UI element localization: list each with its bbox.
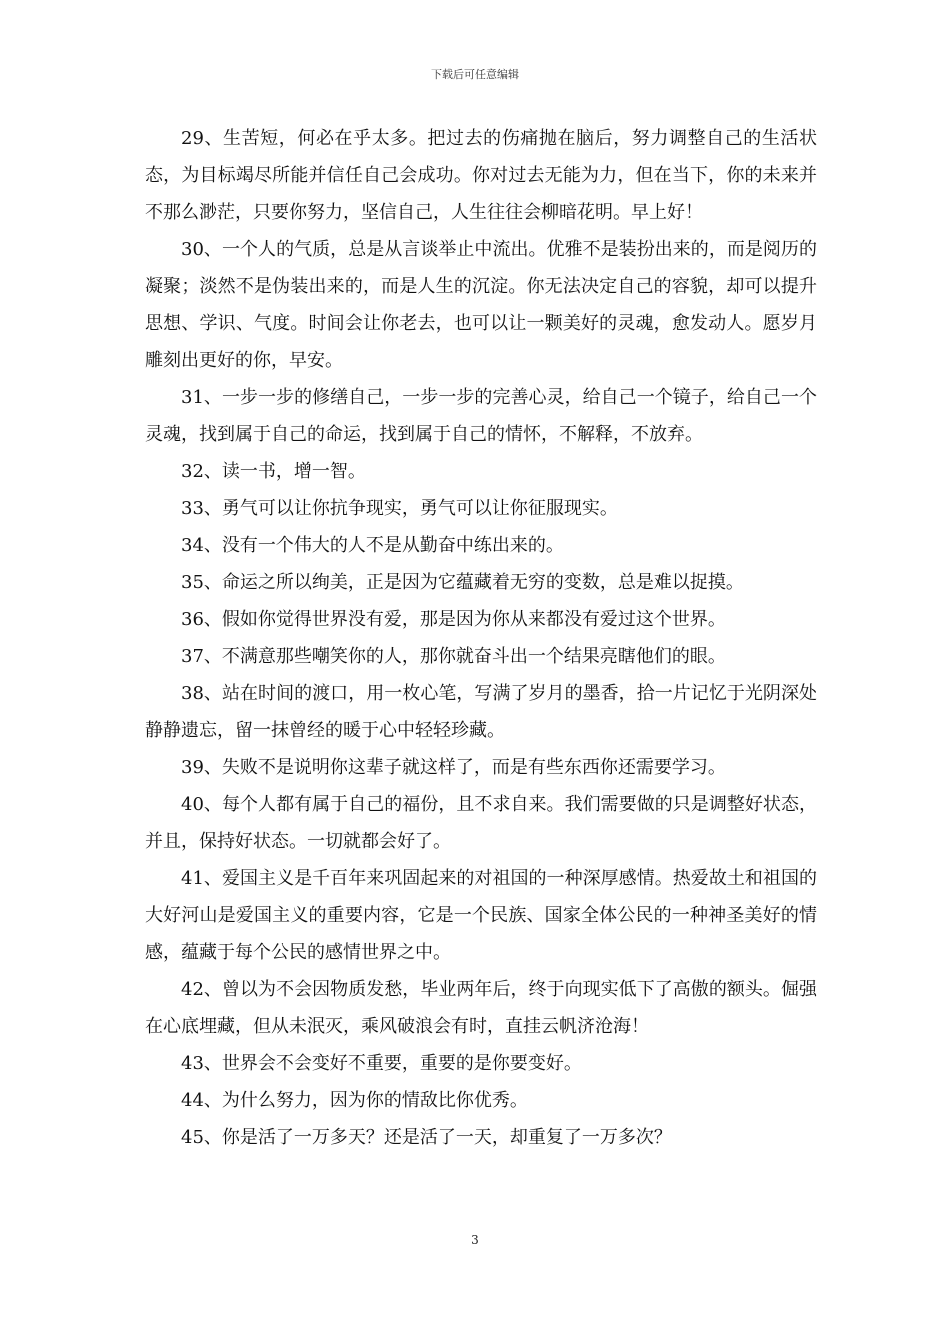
- paragraph-42: 42、曾以为不会因物质发愁，毕业两年后，终于向现实低下了高傲的额头。倔强在心底埋藏，但从未泯灭，乘风破浪会有时，直挂云帆济沧海！: [145, 979, 817, 1037]
- page-number: 3: [471, 1233, 479, 1247]
- paragraph-44: 44、为什么努力，因为你的情敌比你优秀。: [181, 1090, 528, 1111]
- document-body: [145, 120, 817, 1156]
- paragraph-36: 36、假如你觉得世界没有爱，那是因为你从来都没有爱过这个世界。: [181, 609, 726, 630]
- paragraph-35: 35、命运之所以绚美，正是因为它蕴藏着无穷的变数，总是难以捉摸。: [181, 572, 744, 593]
- paragraph-31: 31、一步一步的修缮自己，一步一步的完善心灵，给自己一个镜子，给自己一个灵魂，找到属于自己的命运，找到属于自己的情怀，不解释，不放弃。: [145, 387, 817, 445]
- paragraph-40: 40、每个人都有属于自己的福份，且不求自来。我们需要做的只是调整好状态，并且，保持好状态。一切就都会好了。: [145, 794, 817, 852]
- paragraph-41: 41、爱国主义是千百年来巩固起来的对祖国的一种深厚感情。热爱故土和祖国的大好河山是爱国主义的重要内容，它是一个民族、国家全体公民的一种神圣美好的情感，蕴藏于每个公民的感情世界之中。: [145, 868, 817, 963]
- paragraph-37: 37、不满意那些嘲笑你的人，那你就奋斗出一个结果亮瞎他们的眼。: [181, 646, 726, 667]
- paragraph-33: 33、勇气可以让你抗争现实，勇气可以让你征服现实。: [181, 498, 618, 519]
- paragraph-32: 32、读一书，增一智。: [181, 461, 366, 482]
- paragraph-34: 34、没有一个伟大的人不是从勤奋中练出来的。: [181, 535, 564, 556]
- paragraph-30: 30、一个人的气质，总是从言谈举止中流出。优雅不是装扮出来的，而是阅历的凝聚；淡然不是伪装出来的，而是人生的沉淀。你无法决定自己的容貌，却可以提升思想、学识、气度。时间会让你老去，也可以让一颗美好的灵魂，愈发动人。愿岁月雕刻出更好的你，早安。: [145, 239, 817, 371]
- paragraph-45: 45、你是活了一万多天？还是活了一天，却重复了一万多次？: [181, 1127, 672, 1148]
- paragraph-43: 43、世界会不会变好不重要，重要的是你要变好。: [181, 1053, 582, 1074]
- paragraph-29: 29、生苦短，何必在乎太多。把过去的伤痛抛在脑后，努力调整自己的生活状态，为目标竭尽所能并信任自己会成功。你对过去无能为力，但在当下，你的未来并不那么渺茫，只要你努力，坚信自己，人生往往会柳暗花明。早上好！: [145, 128, 817, 223]
- paragraph-39: 39、失败不是说明你这辈子就这样了，而是有些东西你还需要学习。: [181, 757, 726, 778]
- page-header: 下载后可任意编辑: [431, 68, 519, 81]
- paragraph-38: 38、站在时间的渡口，用一枚心笔，写满了岁月的墨香，拾一片记忆于光阴深处静静遗忘，留一抹曾经的暖于心中轻轻珍藏。: [145, 683, 817, 741]
